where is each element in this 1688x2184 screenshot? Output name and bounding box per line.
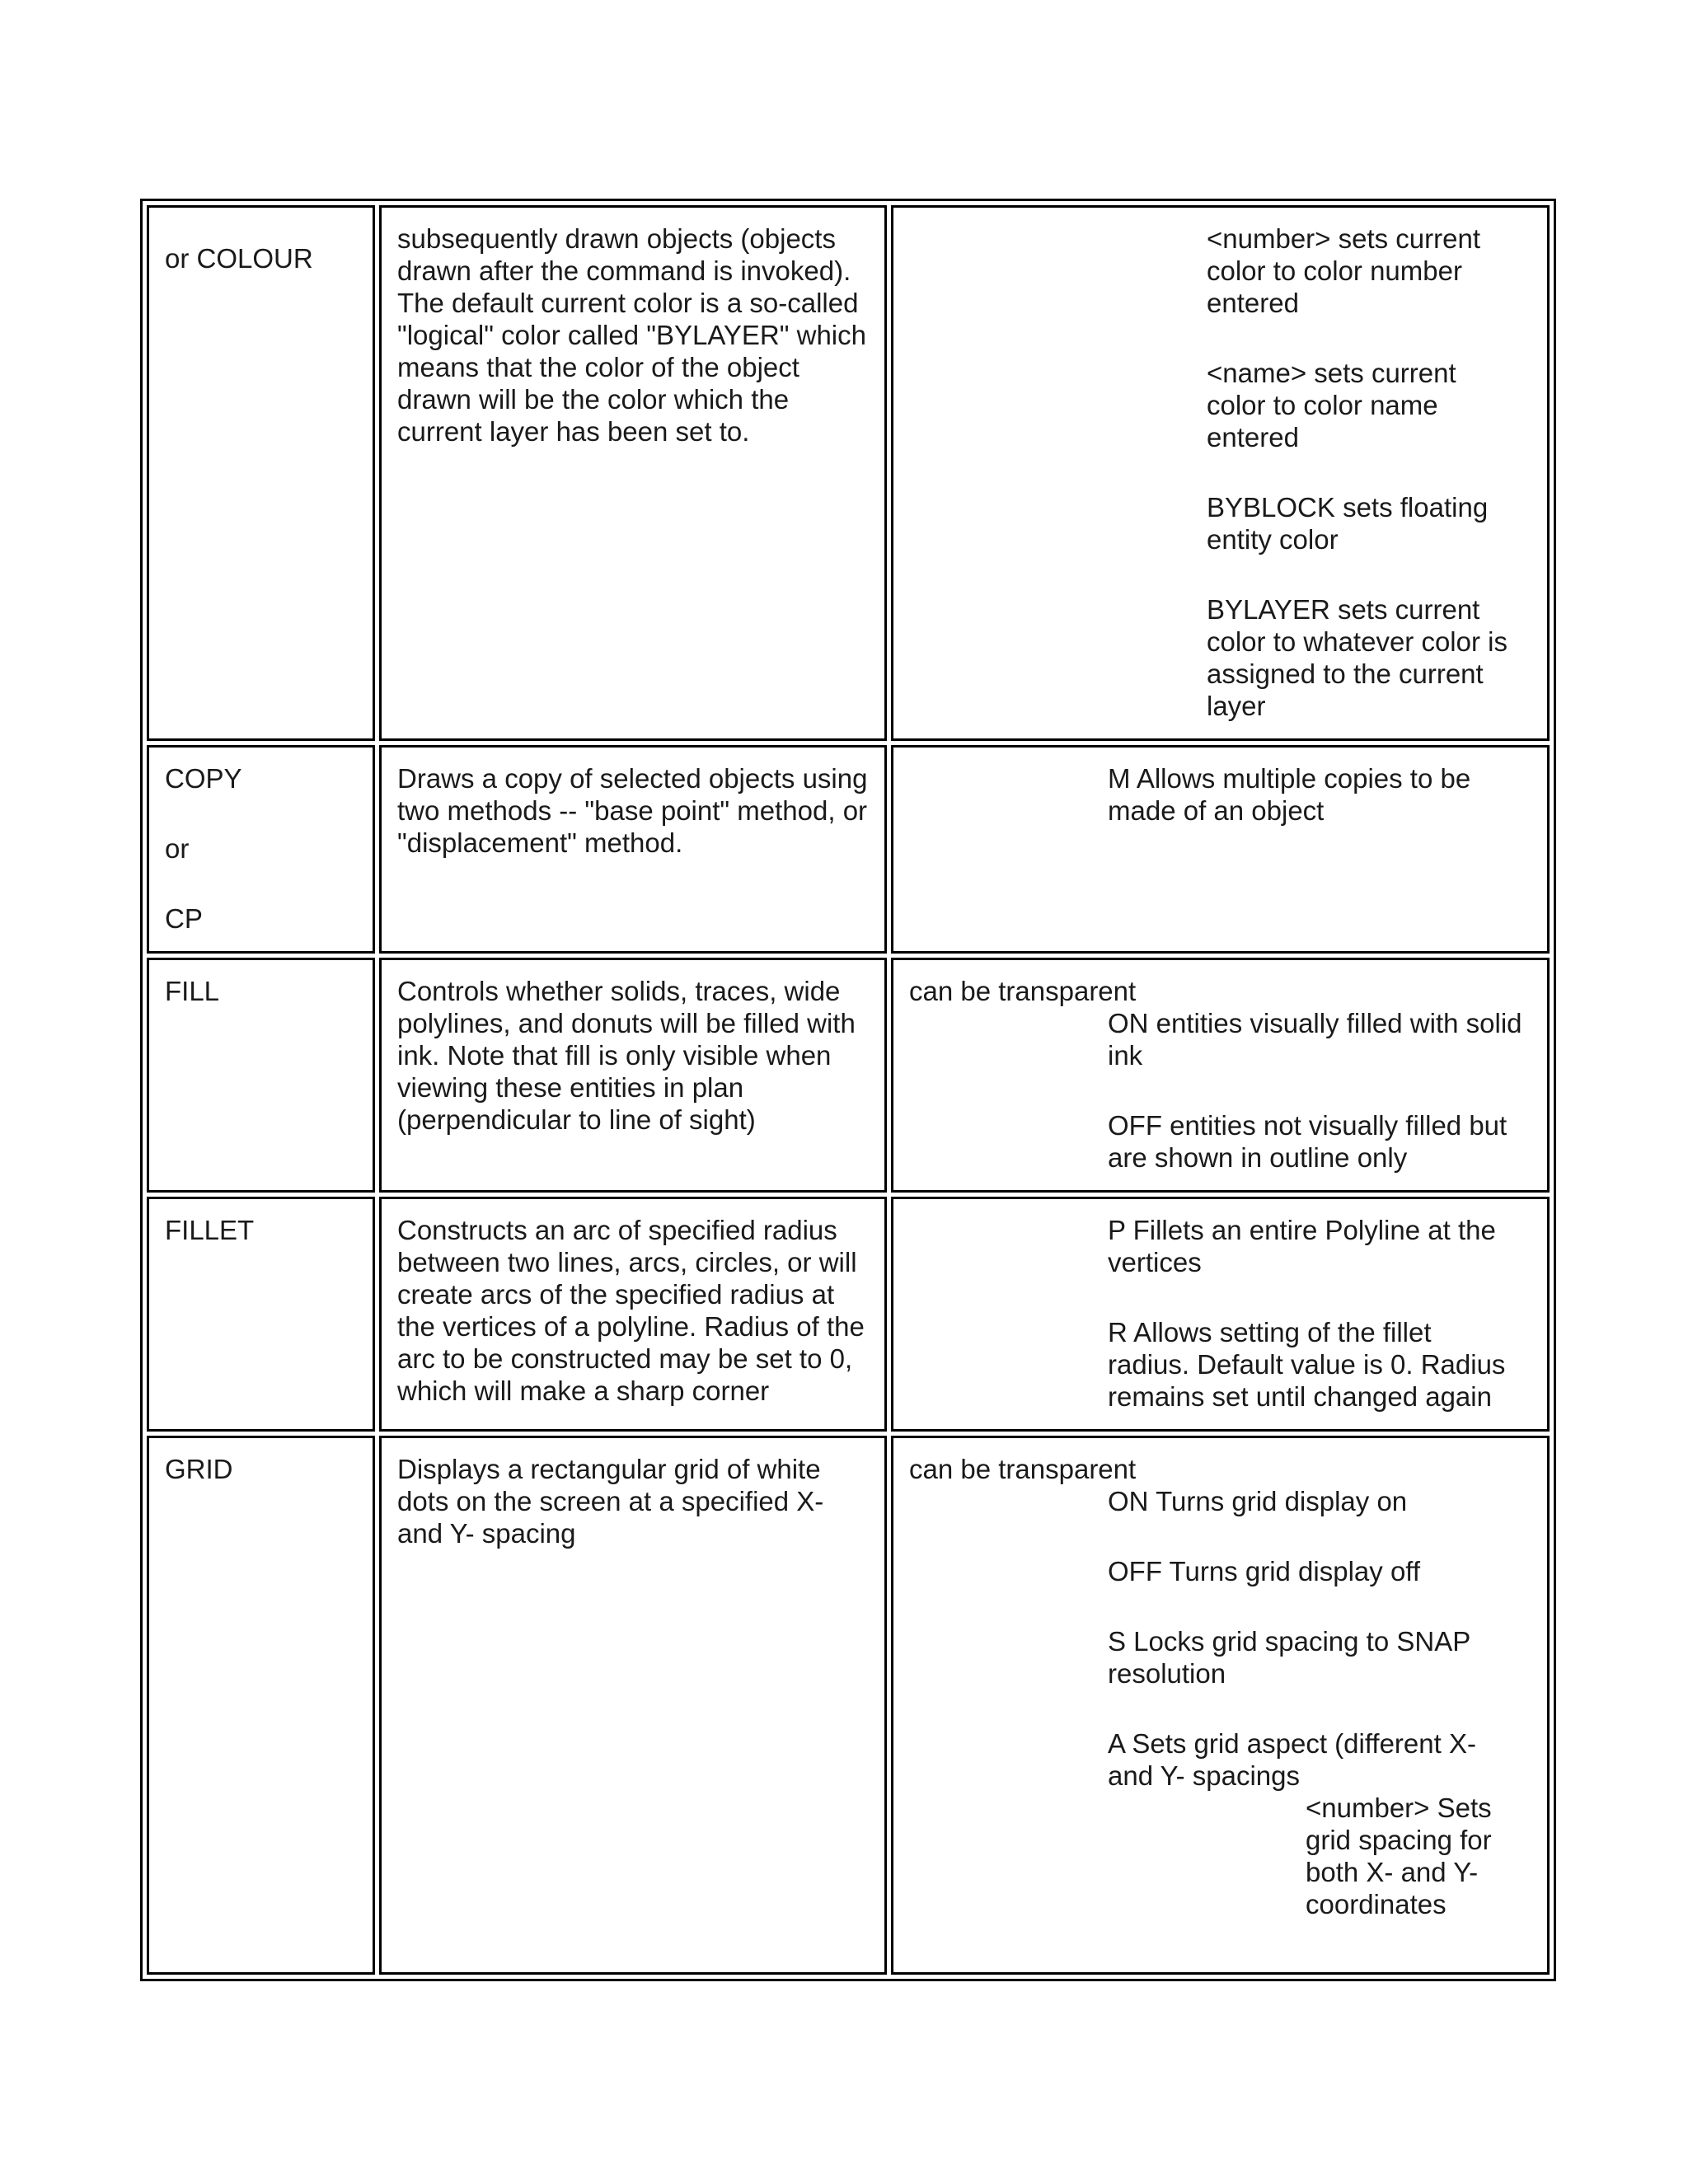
option-item: S Locks grid spacing to SNAP resolution xyxy=(1108,1626,1470,1689)
options-cell xyxy=(891,1436,1550,1975)
table-row xyxy=(147,1436,1550,1975)
option-item: ON Turns grid display on xyxy=(1108,1486,1408,1516)
command-name: or COLOUR xyxy=(165,243,313,274)
command-name: COPY xyxy=(165,763,242,794)
transparent-note: can be transparent xyxy=(909,976,1137,1006)
description-cell xyxy=(379,1197,887,1432)
transparent-note: can be transparent xyxy=(909,1454,1137,1484)
command-name: FILL xyxy=(165,976,220,1006)
option-item: OFF Turns grid display off xyxy=(1108,1556,1421,1586)
description-text: Draws a copy of selected objects using two methods -- "base point" method, or "displacement" method. xyxy=(397,763,868,858)
command-name: FILLET xyxy=(165,1215,255,1245)
options-cell xyxy=(891,958,1550,1193)
description-cell xyxy=(379,1436,887,1975)
option-item: <number> sets current color to color number entered xyxy=(1207,223,1480,318)
option-item: <number> Sets grid spacing for both X- and Y- coordinates xyxy=(1306,1793,1492,1919)
option-item: A Sets grid aspect (different X- and Y- spacings xyxy=(1108,1728,1476,1791)
table-row xyxy=(147,1197,1550,1432)
command-cell xyxy=(147,1436,375,1975)
options-cell xyxy=(891,1197,1550,1432)
description-text: Constructs an arc of specified radius between two lines, arcs, circles, or will create arcs of the specified radius at the vertices of a polyline. Radius of the arc to be constructed may be set to 0, which will make a sharp corner xyxy=(397,1215,865,1406)
option-item: BYBLOCK sets floating entity color xyxy=(1207,492,1489,555)
command-alias: CP xyxy=(165,903,203,934)
description-text: subsequently drawn objects (objects drawn after the command is invoked). The default current color is a so-called "logical" color called "BYLAYER" which means that the color of the object drawn will be the color which the current layer has been set to. xyxy=(397,223,866,447)
option-item: ON entities visually filled with solid ink xyxy=(1108,1008,1522,1071)
description-cell xyxy=(379,205,887,741)
table-row xyxy=(147,745,1550,954)
command-cell xyxy=(147,745,375,954)
option-item: BYLAYER sets current color to whatever color is assigned to the current layer xyxy=(1207,594,1507,721)
table-row xyxy=(147,958,1550,1193)
option-item: OFF entities not visually filled but are shown in outline only xyxy=(1108,1110,1507,1173)
command-table xyxy=(140,199,1556,1981)
command-cell xyxy=(147,205,375,741)
option-item: P Fillets an entire Polyline at the vertices xyxy=(1108,1215,1496,1277)
description-cell xyxy=(379,958,887,1193)
command-alias-connector: or xyxy=(165,833,190,864)
command-cell xyxy=(147,958,375,1193)
options-cell xyxy=(891,205,1550,741)
option-item: <name> sets current color to color name entered xyxy=(1207,358,1456,452)
option-item: R Allows setting of the fillet radius. Default value is 0. Radius remains set until changed again xyxy=(1108,1317,1506,1412)
command-cell xyxy=(147,1197,375,1432)
description-text: Controls whether solids, traces, wide polylines, and donuts will be filled with ink. Note that fill is only visible when viewing these entities in plan (perpendicular to line of sight) xyxy=(397,976,856,1135)
description-text: Displays a rectangular grid of white dots on the screen at a specified X- and Y- spacing xyxy=(397,1454,824,1549)
options-cell xyxy=(891,745,1550,954)
description-cell xyxy=(379,745,887,954)
table-row xyxy=(147,205,1550,741)
option-item: M Allows multiple copies to be made of an object xyxy=(1108,763,1471,826)
command-name: GRID xyxy=(165,1454,233,1484)
